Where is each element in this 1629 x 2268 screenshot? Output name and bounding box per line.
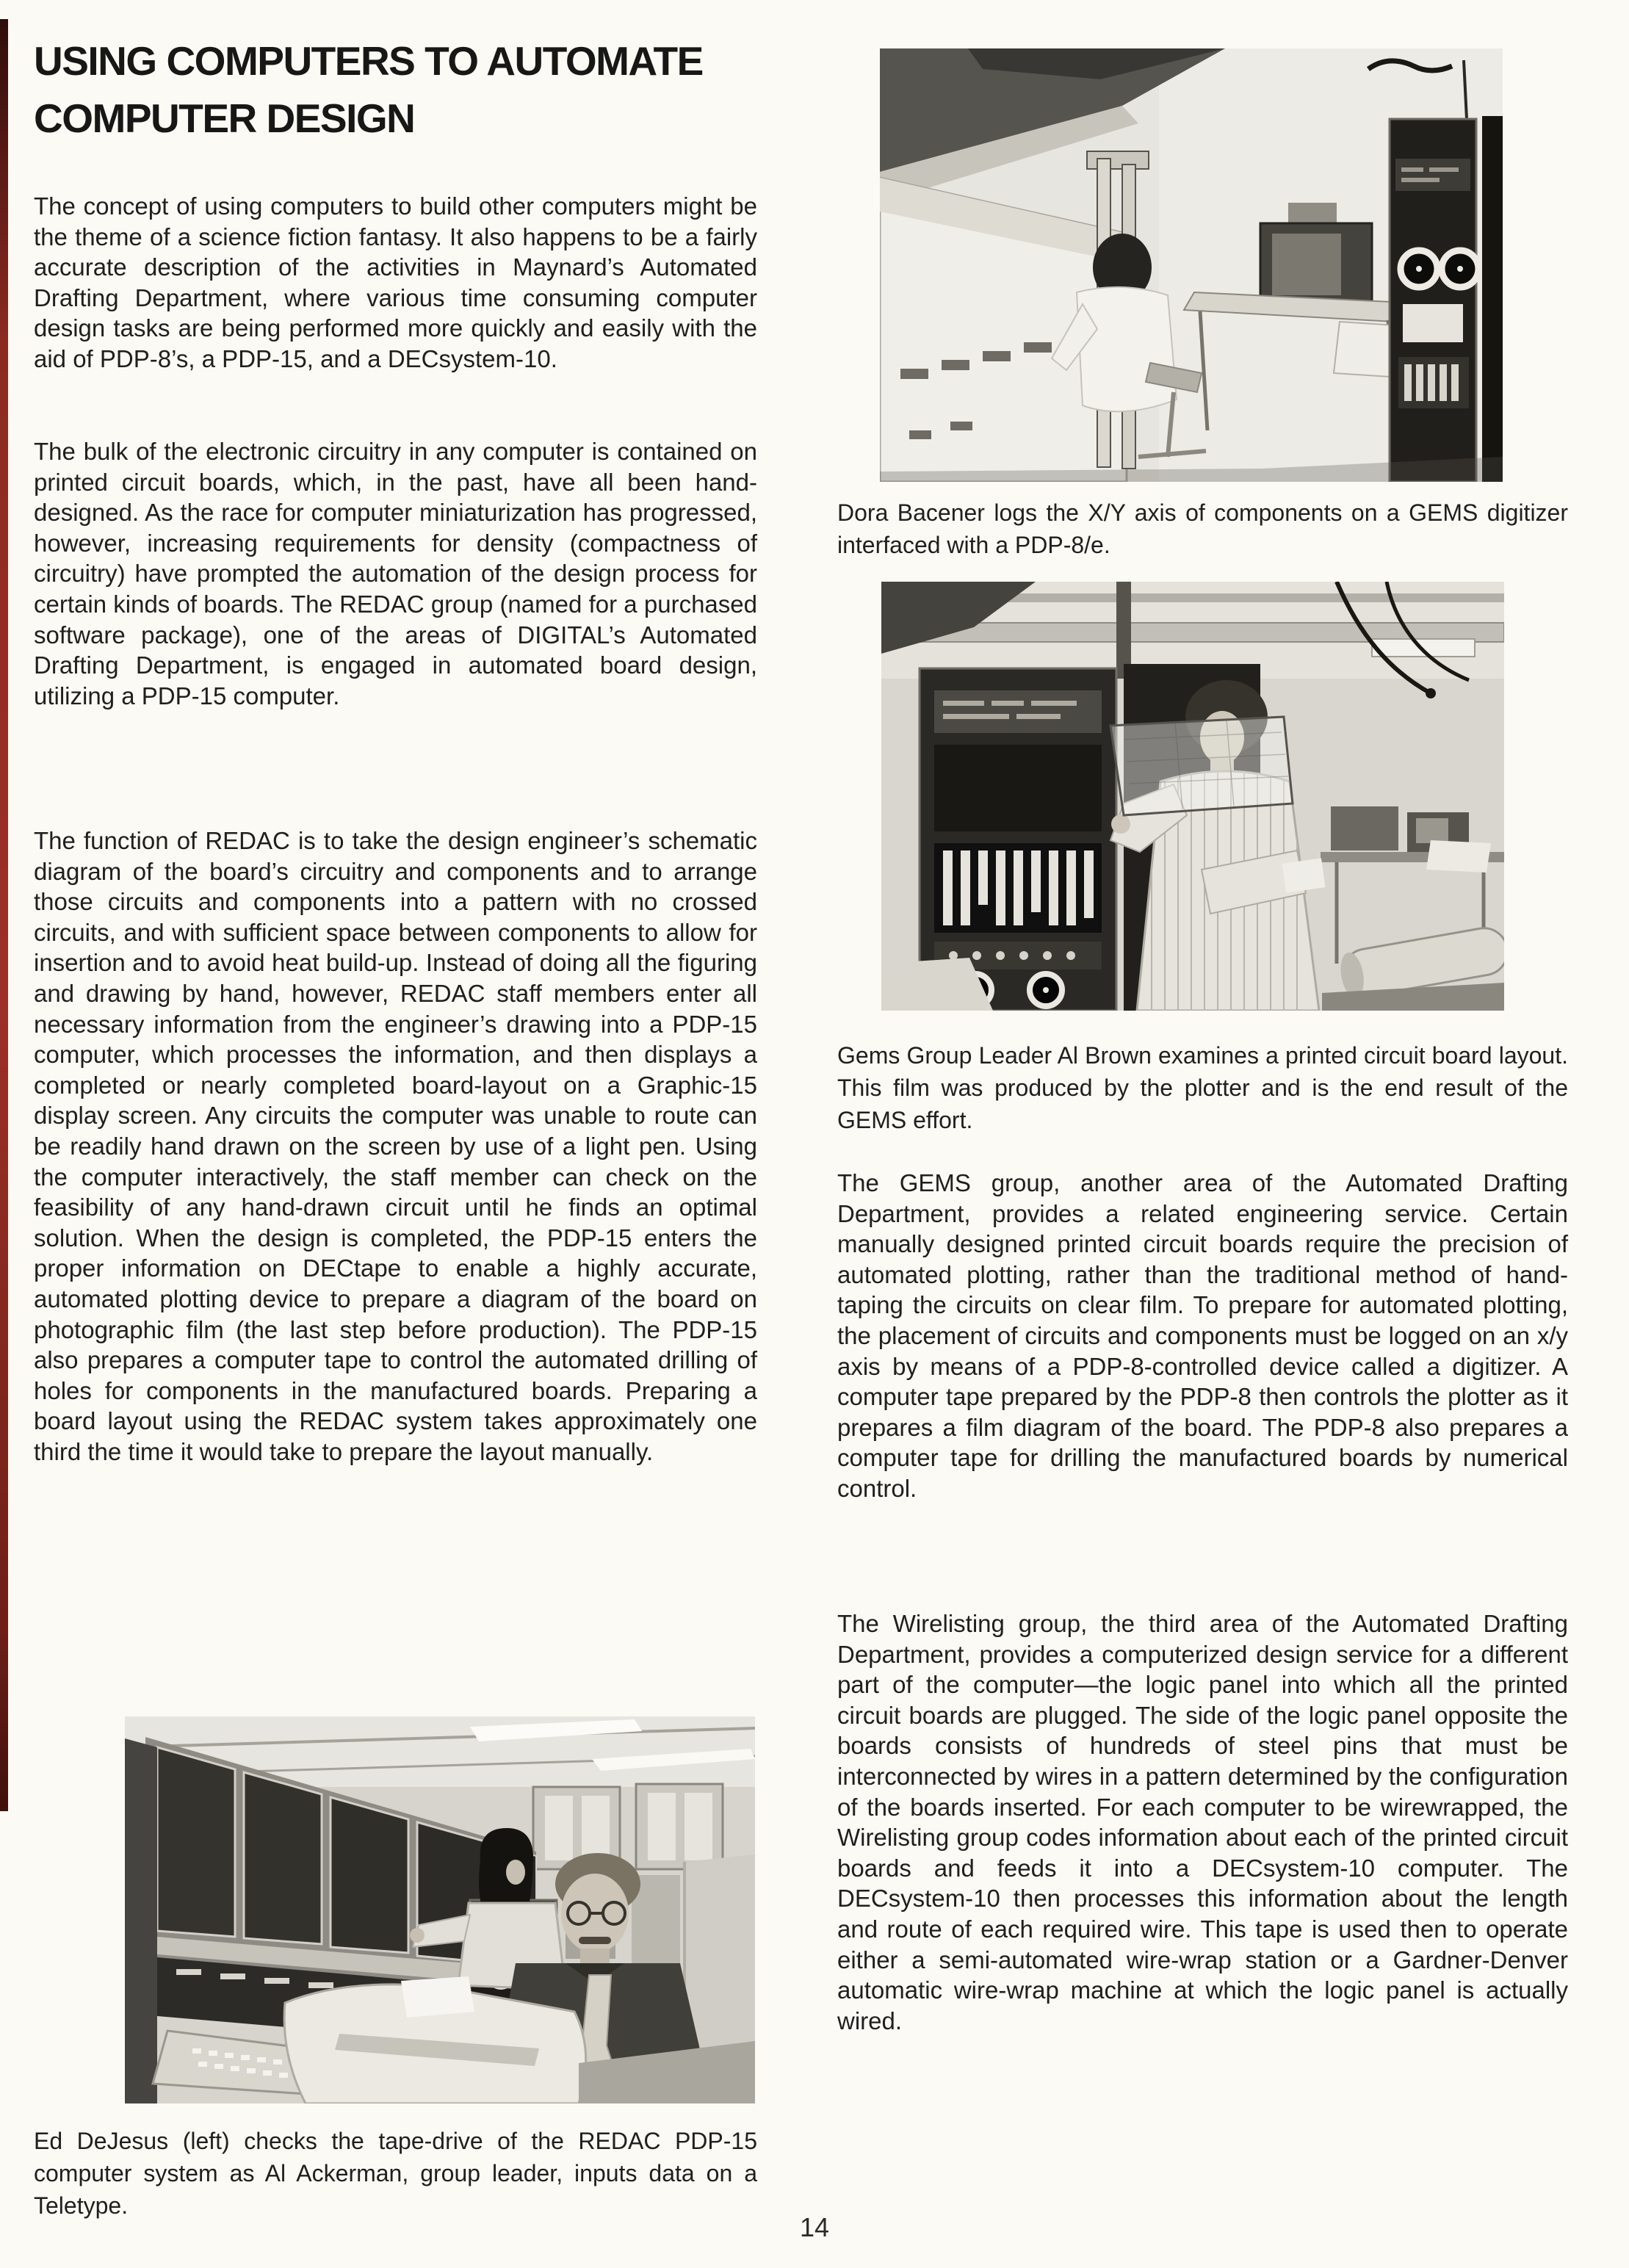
page-number: 14 xyxy=(799,2212,830,2242)
paragraph-wirelisting-group: The Wirelisting group, the third area of the Automated Drafting Department, provides a computerized design service for a different part of the computer—the logic panel into which all the printed circuit boards are plugged. The side of the logic panel opposite the boards consists of hundreds of steel pins that must be interconnected by wires in a pattern determined by the configuration of the boards inserted. For each computer to be wirewrapped, the Wirelisting group codes information about each of the printed circuit boards and feeds it into a DECsystem-10 computer. The DECsystem-10 then processes this information about the length and route of each required wire. This tape is used then to operate either a semi-automated wire-wrap station or a Gardner-Denver automatic wire-wrap machine at which the logic panel is actually wired. xyxy=(837,1610,1568,2034)
photo-al-brown-film xyxy=(881,582,1504,1011)
paragraph-redac-function: The function of REDAC is to take the design engineer’s schematic diagram of the board’s circuitry and components and to arrange those circuits and components into a pattern with no crossed circuits, and with sufficient space between components to allow for insertion and to avoid heat build-up. Instead of doing all the figuring and drawing by hand, however, REDAC staff members enter all necessary information from the engineer’s drawing into a PDP-15 computer, which processes the information, and then displays a completed or nearly completed board-layout on a Graphic-15 display screen. Any circuits the computer was unable to route can be readily hand drawn on the screen by use of a light pen. Using the computer interactively, the staff member can check on the feasibility of any hand-drawn circuit until he finds an optimal solution. When the design is completed, the PDP-15 enters the proper information on DECtape to enable a highly accurate, automated plotting device to prepare a diagram of the board on photographic film (the last step before production). The PDP-15 also prepares a computer tape to control the automated drilling of holes for components in the manufactured boards. Preparing a board layout using the REDAC system takes approximately one third the time it would take to prepare the layout manually. xyxy=(34,827,757,1465)
photo-caption-digitizer: Dora Bacener logs the X/Y axis of components on a GEMS digitizer interfaced with a PDP-8/e. xyxy=(837,499,1568,558)
scan-edge-strip xyxy=(0,19,8,1811)
paragraph-redac-overview: The bulk of the electronic circuitry in any computer is contained on printed circuit boards, which, in the past, have all been hand-designed. As the race for computer miniaturization has progressed, however, increasing requirements for density (compactness of circuitry) have prompted the automation of the design process for certain kinds of boards. The REDAC group (named for a purchased software package), one of the areas of DIGITAL’s Automated Drafting Department, is engaged in automated board design, utilizing a PDP-15 computer. xyxy=(34,438,757,709)
photo-al-brown-art xyxy=(881,582,1504,1011)
article-title: USING COMPUTERS TO AUTOMATE COMPUTER DESIGN xyxy=(34,38,703,141)
photo-caption-redac: Ed DeJesus (left) checks the tape-drive of the REDAC PDP-15 computer system as Al Ackerman, group leader, inputs data on a Teletype. xyxy=(34,2128,757,2219)
paragraph-gems-group: The GEMS group, another area of the Automated Drafting Department, provides a related engineering service. Certain manually designed printed circuit boards require the precision of automated plotting, rather than the traditional method of hand-taping the circuits on clear film. To prepare for automated plotting, the placement of circuits and components must be logged on an x/y axis by means of a PDP-8-controlled device called a digitizer. A computer tape prepared by the PDP-8 then controls the plotter as it prepares a film diagram of the board. The PDP-8 also prepares a computer tape for drilling the manufactured boards by numerical control. xyxy=(837,1169,1568,1502)
paragraph-intro: The concept of using computers to build other computers might be the theme of a science fiction fantasy. It also happens to be a fairly accurate description of the activities in Maynard’s Automated Drafting Department, where various time consuming computer design tasks are being performed more quickly and easily with the aid of PDP-8’s, a PDP-15, and a DECsystem-10. xyxy=(34,192,757,372)
photo-redac-pdp15 xyxy=(125,1716,755,2103)
film-sheet xyxy=(1110,717,1293,815)
photo-caption-al-brown: Gems Group Leader Al Brown examines a printed circuit board layout. This film was produced by the plotter and is the end result of the GEMS effort. xyxy=(837,1042,1568,1133)
photo-redac-pdp15-art xyxy=(125,1716,755,2103)
photo-gems-digitizer xyxy=(880,48,1503,482)
photo-gems-digitizer-art xyxy=(880,48,1503,482)
pdp8-rack xyxy=(1390,116,1503,482)
